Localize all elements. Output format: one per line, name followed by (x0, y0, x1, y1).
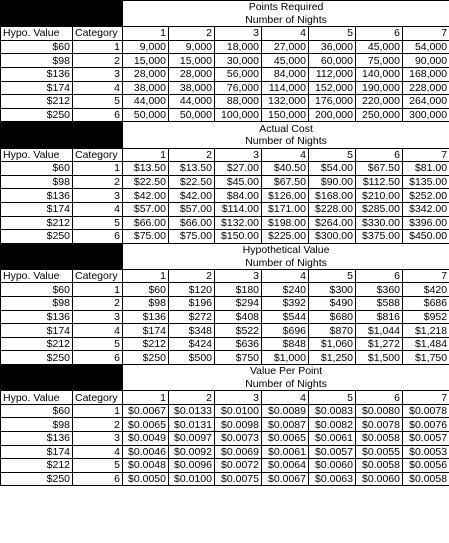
table-row (1, 324, 449, 338)
night-header[interactable]: 6 (356, 148, 403, 162)
value-cell[interactable]: $13.50 (123, 162, 169, 176)
table-row (1, 432, 449, 446)
value-cell[interactable]: 38,000 (169, 81, 215, 95)
value-cell[interactable]: $0.0053 (403, 445, 449, 459)
value-cell[interactable]: $0.0098 (215, 418, 262, 432)
value-cell[interactable]: 44,000 (169, 95, 215, 109)
value-cell[interactable]: 75,000 (356, 54, 403, 68)
value-cell[interactable]: 28,000 (123, 67, 169, 81)
value-cell[interactable]: 168,000 (403, 67, 449, 81)
value-cell[interactable]: 140,000 (356, 67, 403, 81)
table-row (1, 95, 449, 109)
night-header[interactable]: 1 (123, 148, 169, 162)
value-cell[interactable]: $285.00 (356, 202, 403, 216)
night-header[interactable]: 7 (403, 391, 449, 405)
header-black-block[interactable] (1, 365, 123, 391)
value-cell[interactable]: $0.0065 (123, 418, 169, 432)
hypo-value-header[interactable]: Hypo. Value (1, 391, 73, 405)
value-cell[interactable]: 36,000 (309, 40, 356, 54)
value-cell[interactable]: 264,000 (403, 95, 449, 109)
night-header[interactable]: 3 (215, 391, 262, 405)
value-cell[interactable]: $330.00 (356, 216, 403, 230)
value-cell[interactable]: $0.0055 (356, 445, 403, 459)
value-cell[interactable]: $408 (215, 310, 262, 324)
value-cell[interactable]: $0.0056 (403, 459, 449, 473)
column-header-row (1, 27, 449, 41)
night-header[interactable]: 7 (403, 148, 449, 162)
table-row (1, 459, 449, 473)
value-cell[interactable]: $98 (123, 297, 169, 311)
value-cell[interactable]: $45.00 (215, 175, 262, 189)
value-cell[interactable]: $392 (262, 297, 309, 311)
column-header-row (1, 148, 449, 162)
value-cell[interactable]: 45,000 (262, 54, 309, 68)
value-cell[interactable]: $0.0060 (309, 459, 356, 473)
category-cell[interactable]: 4 (73, 324, 123, 338)
nights-group-label[interactable]: Number of Nights (123, 14, 449, 27)
table-row (1, 445, 449, 459)
hypo-value-cell[interactable]: $250 (1, 351, 73, 365)
value-cell[interactable]: $680 (309, 310, 356, 324)
hypo-value-header[interactable]: Hypo. Value (1, 27, 73, 41)
hypo-value-cell[interactable]: $60 (1, 40, 73, 54)
value-cell[interactable]: $0.0092 (169, 445, 215, 459)
table-row (1, 81, 449, 95)
value-cell[interactable]: $294 (215, 297, 262, 311)
value-cell[interactable]: $81.00 (403, 162, 449, 176)
category-cell[interactable]: 5 (73, 459, 123, 473)
table-row (1, 418, 449, 432)
hypo-value-cell[interactable]: $174 (1, 445, 73, 459)
table-row (1, 189, 449, 203)
table-row (1, 310, 449, 324)
hypo-value-header[interactable]: Hypo. Value (1, 269, 73, 283)
section-title-row (1, 1, 449, 14)
value-cell[interactable]: $424 (169, 337, 215, 351)
value-cell[interactable]: 18,000 (215, 40, 262, 54)
night-header[interactable]: 5 (309, 148, 356, 162)
value-cell[interactable]: 190,000 (356, 81, 403, 95)
value-cell[interactable]: 50,000 (123, 108, 169, 122)
value-cell[interactable]: $696 (262, 324, 309, 338)
value-cell[interactable]: $0.0065 (262, 432, 309, 446)
value-cell[interactable]: $870 (309, 324, 356, 338)
value-cell[interactable]: $0.0046 (123, 445, 169, 459)
value-cell[interactable]: $0.0078 (403, 404, 449, 418)
value-cell[interactable]: 114,000 (262, 81, 309, 95)
value-cell[interactable]: $135.00 (403, 175, 449, 189)
value-cell[interactable]: 27,000 (262, 40, 309, 54)
value-cell[interactable]: 88,000 (215, 95, 262, 109)
value-cell[interactable]: $588 (356, 297, 403, 311)
value-cell[interactable]: $225.00 (262, 230, 309, 244)
category-cell[interactable]: 5 (73, 95, 123, 109)
nights-group-label[interactable]: Number of Nights (123, 378, 449, 391)
value-cell[interactable]: $1,218 (403, 324, 449, 338)
category-cell[interactable]: 6 (73, 230, 123, 244)
value-cell[interactable]: $0.0064 (262, 459, 309, 473)
value-cell[interactable]: $84.00 (215, 189, 262, 203)
value-cell[interactable]: $66.00 (169, 216, 215, 230)
night-header[interactable]: 5 (309, 391, 356, 405)
value-cell[interactable]: $0.0073 (215, 432, 262, 446)
value-cell[interactable]: $0.0067 (262, 472, 309, 486)
category-cell[interactable]: 3 (73, 67, 123, 81)
hypo-value-cell[interactable]: $136 (1, 67, 73, 81)
value-cell[interactable]: $1,000 (262, 351, 309, 365)
value-cell[interactable]: $848 (262, 337, 309, 351)
category-cell[interactable]: 6 (73, 108, 123, 122)
value-cell[interactable]: $67.50 (356, 162, 403, 176)
night-header[interactable]: 1 (123, 391, 169, 405)
value-cell[interactable]: 9,000 (123, 40, 169, 54)
category-cell[interactable]: 1 (73, 404, 123, 418)
value-cell[interactable]: $132.00 (215, 216, 262, 230)
value-cell[interactable]: $114.00 (215, 202, 262, 216)
value-cell[interactable]: $120 (169, 283, 215, 297)
night-header[interactable]: 6 (356, 269, 403, 283)
value-cell[interactable]: $0.0097 (169, 432, 215, 446)
value-cell[interactable]: $22.50 (169, 175, 215, 189)
section-title-row (1, 122, 449, 135)
hypo-value-cell[interactable]: $212 (1, 459, 73, 473)
category-cell[interactable]: 1 (73, 283, 123, 297)
value-cell[interactable]: $0.0061 (262, 445, 309, 459)
value-cell[interactable]: $0.0057 (403, 432, 449, 446)
value-cell[interactable]: $1,250 (309, 351, 356, 365)
value-cell[interactable]: $375.00 (356, 230, 403, 244)
value-cell[interactable]: $0.0078 (356, 418, 403, 432)
value-cell[interactable]: $171.00 (262, 202, 309, 216)
table-row (1, 472, 449, 486)
hypo-value-cell[interactable]: $98 (1, 175, 73, 189)
value-cell[interactable]: 300,000 (403, 108, 449, 122)
value-cell[interactable]: $0.0069 (215, 445, 262, 459)
value-cell[interactable]: $66.00 (123, 216, 169, 230)
value-cell[interactable]: $300 (309, 283, 356, 297)
value-cell[interactable]: $40.50 (262, 162, 309, 176)
category-cell[interactable]: 4 (73, 202, 123, 216)
hypo-value-cell[interactable]: $174 (1, 324, 73, 338)
value-cell[interactable]: $952 (403, 310, 449, 324)
hypo-value-cell[interactable]: $60 (1, 162, 73, 176)
category-cell[interactable]: 2 (73, 175, 123, 189)
value-cell[interactable]: $342.00 (403, 202, 449, 216)
value-cell[interactable]: $250 (123, 351, 169, 365)
table-row (1, 175, 449, 189)
value-cell[interactable]: $636 (215, 337, 262, 351)
category-cell[interactable]: 3 (73, 189, 123, 203)
value-cell[interactable]: $54.00 (309, 162, 356, 176)
value-cell[interactable]: $0.0089 (262, 404, 309, 418)
value-cell[interactable]: $75.00 (169, 230, 215, 244)
night-header[interactable]: 3 (215, 269, 262, 283)
value-cell[interactable]: $0.0058 (403, 472, 449, 486)
value-cell[interactable]: $22.50 (123, 175, 169, 189)
nights-group-label[interactable]: Number of Nights (123, 256, 449, 269)
value-cell[interactable]: 38,000 (123, 81, 169, 95)
night-header[interactable]: 4 (262, 148, 309, 162)
section-title[interactable]: Value Per Point (123, 365, 449, 378)
value-cell[interactable]: $450.00 (403, 230, 449, 244)
value-cell[interactable]: $544 (262, 310, 309, 324)
value-cell[interactable]: $75.00 (123, 230, 169, 244)
value-cell[interactable]: $0.0087 (262, 418, 309, 432)
value-cell[interactable]: $27.00 (215, 162, 262, 176)
value-cell[interactable]: $1,272 (356, 337, 403, 351)
value-cell[interactable]: $816 (356, 310, 403, 324)
hypo-value-cell[interactable]: $98 (1, 54, 73, 68)
section-title[interactable]: Actual Cost (123, 122, 449, 135)
value-cell[interactable]: $42.00 (123, 189, 169, 203)
value-cell[interactable]: 152,000 (309, 81, 356, 95)
value-cell[interactable]: $0.0082 (309, 418, 356, 432)
table-row (1, 230, 449, 244)
table-row (1, 54, 449, 68)
column-header-row (1, 391, 449, 405)
night-header[interactable]: 2 (169, 148, 215, 162)
value-cell[interactable]: $420 (403, 283, 449, 297)
table-row (1, 297, 449, 311)
value-cell[interactable]: $136 (123, 310, 169, 324)
value-cell[interactable]: 15,000 (123, 54, 169, 68)
value-cell[interactable]: $0.0050 (123, 472, 169, 486)
value-cell[interactable]: $500 (169, 351, 215, 365)
value-cell[interactable]: $348 (169, 324, 215, 338)
value-cell[interactable]: 30,000 (215, 54, 262, 68)
value-cell[interactable]: $0.0048 (123, 459, 169, 473)
section-title-row (1, 365, 449, 378)
value-cell[interactable]: $60 (123, 283, 169, 297)
value-cell[interactable]: $272 (169, 310, 215, 324)
value-cell[interactable]: $212 (123, 337, 169, 351)
value-cell[interactable]: $0.0083 (309, 404, 356, 418)
value-cell[interactable]: $0.0067 (123, 404, 169, 418)
value-cell[interactable]: 250,000 (356, 108, 403, 122)
value-cell[interactable]: $126.00 (262, 189, 309, 203)
category-header[interactable]: Category (73, 391, 123, 405)
table-row (1, 283, 449, 297)
hypo-value-cell[interactable]: $60 (1, 283, 73, 297)
column-header-row (1, 269, 449, 283)
hypo-value-cell[interactable]: $174 (1, 81, 73, 95)
category-cell[interactable]: 1 (73, 162, 123, 176)
value-cell[interactable]: $1,500 (356, 351, 403, 365)
category-cell[interactable]: 6 (73, 351, 123, 365)
table-row (1, 162, 449, 176)
value-cell[interactable]: $0.0061 (309, 432, 356, 446)
value-cell[interactable]: $90.00 (309, 175, 356, 189)
value-cell[interactable]: $198.00 (262, 216, 309, 230)
value-cell[interactable]: $0.0058 (356, 432, 403, 446)
night-header[interactable]: 6 (356, 27, 403, 41)
value-cell[interactable]: 90,000 (403, 54, 449, 68)
value-cell[interactable]: $252.00 (403, 189, 449, 203)
hypo-value-cell[interactable]: $136 (1, 189, 73, 203)
spreadsheet-body (1, 1, 449, 486)
category-cell[interactable]: 5 (73, 216, 123, 230)
value-cell[interactable]: $57.00 (169, 202, 215, 216)
value-cell[interactable]: 200,000 (309, 108, 356, 122)
value-cell[interactable]: $0.0133 (169, 404, 215, 418)
value-cell[interactable]: $210.00 (356, 189, 403, 203)
night-header[interactable]: 5 (309, 269, 356, 283)
table-row (1, 216, 449, 230)
night-header[interactable]: 4 (262, 269, 309, 283)
category-header[interactable]: Category (73, 148, 123, 162)
value-cell[interactable]: 84,000 (262, 67, 309, 81)
hypo-value-cell[interactable]: $250 (1, 472, 73, 486)
nights-group-label[interactable]: Number of Nights (123, 135, 449, 148)
value-cell[interactable]: 176,000 (309, 95, 356, 109)
value-cell[interactable]: $228.00 (309, 202, 356, 216)
header-black-block[interactable] (1, 243, 123, 269)
value-cell[interactable]: 44,000 (123, 95, 169, 109)
value-cell[interactable]: $0.0057 (309, 445, 356, 459)
night-header[interactable]: 1 (123, 27, 169, 41)
table-row (1, 67, 449, 81)
night-header[interactable]: 2 (169, 269, 215, 283)
value-cell[interactable]: 150,000 (262, 108, 309, 122)
value-cell[interactable]: $0.0100 (169, 472, 215, 486)
value-cell[interactable]: $0.0096 (169, 459, 215, 473)
value-cell[interactable]: 100,000 (215, 108, 262, 122)
value-cell[interactable]: 112,000 (309, 67, 356, 81)
category-cell[interactable]: 2 (73, 297, 123, 311)
value-cell[interactable]: 132,000 (262, 95, 309, 109)
value-cell[interactable]: $0.0060 (356, 472, 403, 486)
value-cell[interactable]: $396.00 (403, 216, 449, 230)
value-cell[interactable]: $264.00 (309, 216, 356, 230)
value-cell[interactable]: 56,000 (215, 67, 262, 81)
night-header[interactable]: 2 (169, 27, 215, 41)
hypo-value-cell[interactable]: $98 (1, 297, 73, 311)
category-cell[interactable]: 4 (73, 81, 123, 95)
category-cell[interactable]: 4 (73, 445, 123, 459)
value-cell[interactable]: $490 (309, 297, 356, 311)
value-cell[interactable]: $522 (215, 324, 262, 338)
table-row (1, 108, 449, 122)
value-cell[interactable]: 60,000 (309, 54, 356, 68)
category-cell[interactable]: 3 (73, 432, 123, 446)
hypo-value-header[interactable]: Hypo. Value (1, 148, 73, 162)
hypo-value-cell[interactable]: $212 (1, 95, 73, 109)
value-cell[interactable]: 228,000 (403, 81, 449, 95)
value-cell[interactable]: $0.0076 (403, 418, 449, 432)
value-cell[interactable]: $150.00 (215, 230, 262, 244)
value-cell[interactable]: 220,000 (356, 95, 403, 109)
hypo-value-cell[interactable]: $250 (1, 108, 73, 122)
night-header[interactable]: 4 (262, 391, 309, 405)
night-header[interactable]: 2 (169, 391, 215, 405)
category-cell[interactable]: 1 (73, 40, 123, 54)
value-cell[interactable]: $0.0080 (356, 404, 403, 418)
night-header[interactable]: 6 (356, 391, 403, 405)
night-header[interactable]: 5 (309, 27, 356, 41)
value-cell[interactable]: $686 (403, 297, 449, 311)
hypo-value-cell[interactable]: $250 (1, 230, 73, 244)
value-cell[interactable]: $1,044 (356, 324, 403, 338)
value-cell[interactable]: 54,000 (403, 40, 449, 54)
table-row (1, 40, 449, 54)
table-row (1, 404, 449, 418)
value-cell[interactable]: 15,000 (169, 54, 215, 68)
value-cell[interactable]: 50,000 (169, 108, 215, 122)
hypo-value-cell[interactable]: $212 (1, 337, 73, 351)
night-header[interactable]: 4 (262, 27, 309, 41)
category-cell[interactable]: 2 (73, 418, 123, 432)
value-cell[interactable]: $0.0072 (215, 459, 262, 473)
value-cell[interactable]: $13.50 (169, 162, 215, 176)
value-cell[interactable]: $1,750 (403, 351, 449, 365)
value-cell[interactable]: $300.00 (309, 230, 356, 244)
value-cell[interactable]: $0.0058 (356, 459, 403, 473)
category-header[interactable]: Category (73, 269, 123, 283)
value-cell[interactable]: $196 (169, 297, 215, 311)
header-black-block[interactable] (1, 1, 123, 27)
section-title[interactable]: Points Required (123, 1, 449, 14)
hypo-value-cell[interactable]: $136 (1, 310, 73, 324)
value-cell[interactable]: $0.0063 (309, 472, 356, 486)
value-cell[interactable]: 28,000 (169, 67, 215, 81)
table-row (1, 351, 449, 365)
hypo-value-cell[interactable]: $136 (1, 432, 73, 446)
section-title-row (1, 243, 449, 256)
hypo-value-cell[interactable]: $98 (1, 418, 73, 432)
value-cell[interactable]: $0.0131 (169, 418, 215, 432)
night-header[interactable]: 1 (123, 269, 169, 283)
value-cell[interactable]: $180 (215, 283, 262, 297)
value-cell[interactable]: $360 (356, 283, 403, 297)
category-cell[interactable]: 3 (73, 310, 123, 324)
value-cell[interactable]: $168.00 (309, 189, 356, 203)
value-cell[interactable]: 76,000 (215, 81, 262, 95)
category-cell[interactable]: 5 (73, 337, 123, 351)
value-cell[interactable]: 45,000 (356, 40, 403, 54)
night-header[interactable]: 7 (403, 27, 449, 41)
section-title[interactable]: Hypothetical Value (123, 243, 449, 256)
value-cell[interactable]: $174 (123, 324, 169, 338)
value-cell[interactable]: $42.00 (169, 189, 215, 203)
value-cell[interactable]: $112.50 (356, 175, 403, 189)
table-row (1, 337, 449, 351)
night-header[interactable]: 3 (215, 148, 262, 162)
value-cell[interactable]: $0.0049 (123, 432, 169, 446)
value-cell[interactable]: 9,000 (169, 40, 215, 54)
category-header[interactable]: Category (73, 27, 123, 41)
value-cell[interactable]: $750 (215, 351, 262, 365)
hypo-value-cell[interactable]: $174 (1, 202, 73, 216)
night-header[interactable]: 3 (215, 27, 262, 41)
value-cell[interactable]: $57.00 (123, 202, 169, 216)
hypo-value-cell[interactable]: $212 (1, 216, 73, 230)
hypo-value-cell[interactable]: $60 (1, 404, 73, 418)
value-cell[interactable]: $0.0100 (215, 404, 262, 418)
category-cell[interactable]: 6 (73, 472, 123, 486)
value-cell[interactable]: $0.0075 (215, 472, 262, 486)
value-cell[interactable]: $240 (262, 283, 309, 297)
table-row (1, 202, 449, 216)
value-cell[interactable]: $67.50 (262, 175, 309, 189)
value-cell[interactable]: $1,060 (309, 337, 356, 351)
night-header[interactable]: 7 (403, 269, 449, 283)
value-cell[interactable]: $1,484 (403, 337, 449, 351)
category-cell[interactable]: 2 (73, 54, 123, 68)
header-black-block[interactable] (1, 122, 123, 148)
